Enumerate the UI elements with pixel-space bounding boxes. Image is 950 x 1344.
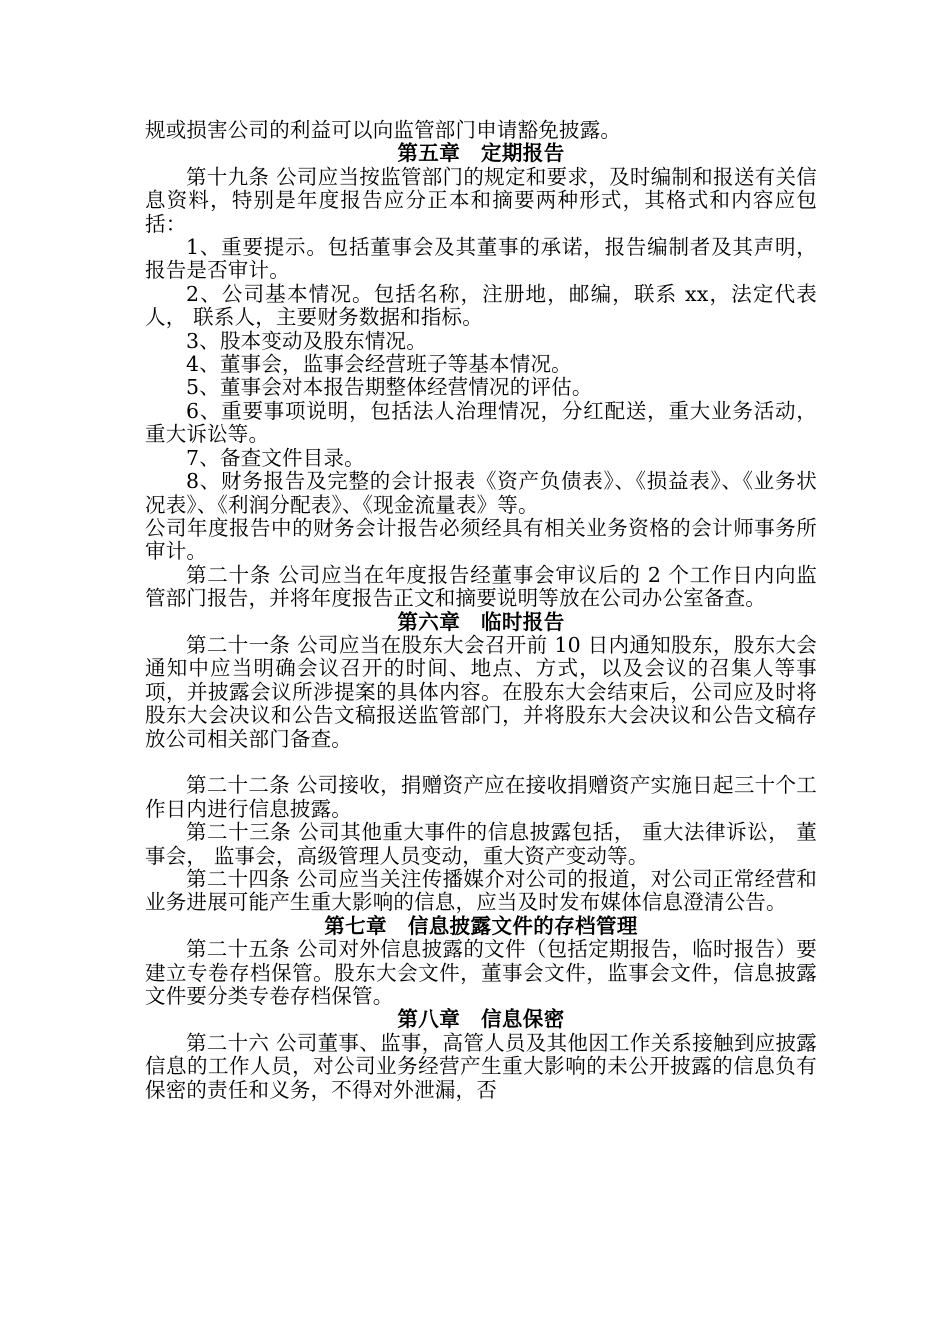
article-25: 第二十五条 公司对外信息披露的文件（包括定期报告，临时报告）要建立专卷存档保管。股东大会文件，董事会文件，监事会文件，信息披露文件要分类专卷存档保管。 <box>145 937 817 1009</box>
article-20: 第二十条 公司应当在年度报告经董事会审议后的 2 个工作日内向监管部门报告，并将年度报告正文和摘要说明等放在公司办公室备查。 <box>145 562 817 611</box>
list-item-6: 6、重要事项说明，包括法人治理情况，分红配送，重大业务活动，重大诉讼等。 <box>145 398 817 447</box>
article-24: 第二十四条 公司应当关注传播媒介对公司的报道，对公司正常经营和业务进展可能产生重大影响的信息，应当及时发布媒体信息澄清公告。 <box>145 866 817 915</box>
blank-line <box>145 751 817 774</box>
list-item-5: 5、董事会对本报告期整体经营情况的评估。 <box>186 375 593 400</box>
article-22: 第二十二条 公司接收，捐赠资产应在接收捐赠资产实施日起三十个工作日内进行信息披露。 <box>145 773 817 821</box>
list-item-4: 4、董事会，监事会经营班子等基本情况。 <box>186 352 572 377</box>
chapter-5-heading: 第五章 定期报告 <box>397 141 565 166</box>
chapter-7-heading: 第七章 信息披露文件的存档管理 <box>324 913 638 938</box>
chapter-6-heading: 第六章 临时报告 <box>397 609 565 634</box>
audit-note: 公司年度报告中的财务会计报告必须经具有相关业务资格的会计师事务所审计。 <box>145 515 817 564</box>
intro-paragraph: 规或损害公司的利益可以向监管部门申请豁免披露。 <box>145 118 622 142</box>
document-body <box>145 119 817 1102</box>
article-21: 第二十一条 公司应当在股东大会召开前 10 日内通知股东，股东大会通知中应当明确会议召开的时间、地点、方式，以及会议的召集人等事项，并披露会议所涉提案的具体内容。在股东大会结束后，公司应及时将股东大会决议和公告文稿报送监管部门，并将股东大会决议和公告文稿存放公司相关部门备查。 <box>145 632 817 751</box>
article-23: 第二十三条 公司其他重大事件的信息披露包括， 重大法律诉讼， 董事会， 监事会，高级管理人员变动，重大资产变动等。 <box>145 820 817 868</box>
list-item-2: 2、公司基本情况。包括名称，注册地，邮编，联系 xx，法定代表人， 联系人，主要财务数据和指标。 <box>145 281 817 330</box>
list-item-3: 3、股本变动及股东情况。 <box>186 328 427 353</box>
chapter-8-heading: 第八章 信息保密 <box>397 1007 565 1032</box>
article-26: 第二十六 公司董事、监事，高管人员及其他因工作关系接触到应披露信息的工作人员，对公司业务经营产生重大影响的未公开披露的信息负有保密的责任和义务，不得对外泄漏，否 <box>145 1030 817 1102</box>
list-item-7: 7、备查文件目录。 <box>186 445 365 470</box>
list-item-1: 1、重要提示。包括董事会及其董事的承诺，报告编制者及其声明，报告是否审计。 <box>145 235 817 283</box>
list-item-8: 8、财务报告及完整的会计报表《资产负债表》、《损益表》、《业务状况表》、《利润分配表》、《现金流量表》等。 <box>145 469 817 517</box>
article-19: 第十九条 公司应当按监管部门的规定和要求，及时编制和报送有关信息资料，特别是年度报告应分正本和摘要两种形式，其格式和内容应包括： <box>145 164 817 236</box>
